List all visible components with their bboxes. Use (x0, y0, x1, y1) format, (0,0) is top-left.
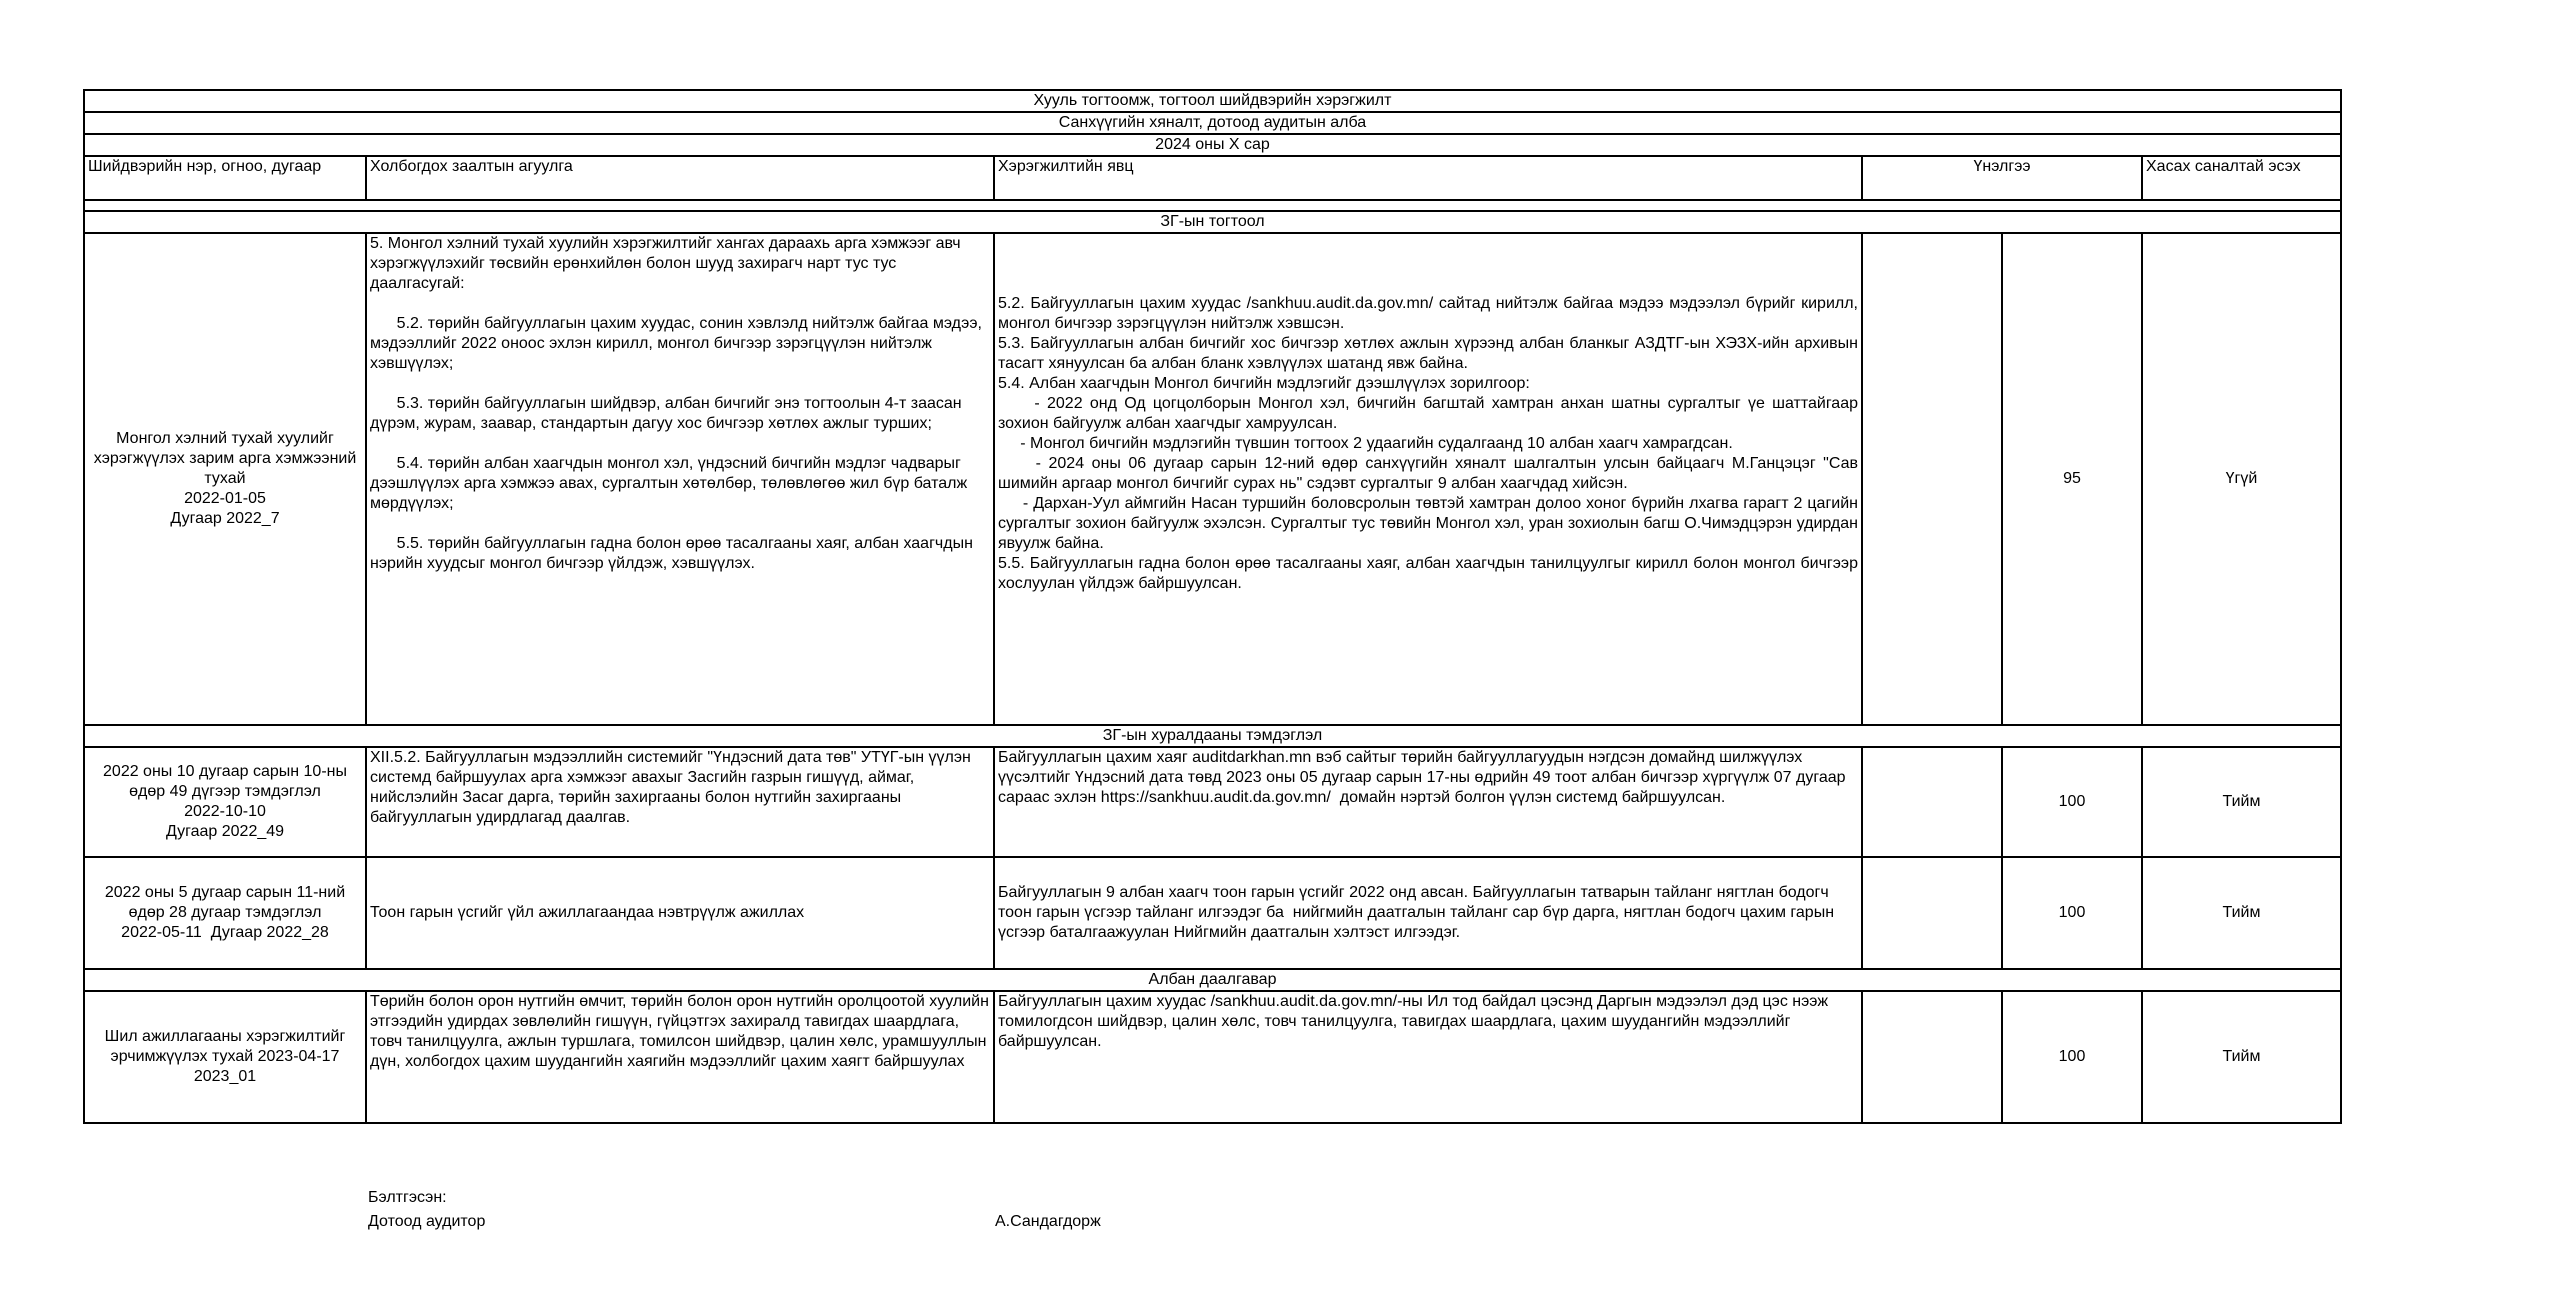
auditor-name: А.Сандагдорж (995, 1213, 1101, 1230)
removal-cell: Үгүй (2142, 233, 2341, 725)
progress-cell: Байгууллагын цахим хуудас /sankhuu.audit.da.gov.mn/-ны Ил тод байдал цэсэнд Даргын мэдээлэл дэд цэс нээж томилогдсон шийдвэр, цалин хөлс, товч танилцуулга, тавигдах шаардлага, цахим шуудангийн мэдээллийг байршуулсан. (994, 991, 1862, 1123)
empty-cell (1862, 857, 2002, 969)
clause-cell: Төрийн болон орон нутгийн өмчит, төрийн болон орон нутгийн оролцоотой хуулийн этгээдийн удирдах зөвлөлийн гишүүн, гүйцэтгэх захиралд тавигдах шаардлага, товч танилцуулга, ажлын туршлага, томилсон шийдвэр, цалин хөлс, урамшууллын дүн, холбогдох цахим шуудангийн хаягийн мэдээллийг цахим хаягт байршуулах (366, 991, 994, 1123)
empty-cell (1862, 991, 2002, 1123)
column-header-evaluation: Үнэлгээ (1862, 156, 2142, 200)
decision-cell: Монгол хэлний тухай хуулийг хэрэгжүүлэх зарим арга хэмжээний тухай 2022-01-05 Дугаар 2022_7 (84, 233, 366, 725)
decision-cell: 2022 оны 10 дугаар сарын 10-ны өдөр 49 дүгээр тэмдэглэл 2022-10-10 Дугаар 2022_49 (84, 747, 366, 857)
empty-cell (1862, 747, 2002, 857)
clause-cell: Тоон гарын үсгийг үйл ажиллагаандаа нэвтрүүлж ажиллах (366, 857, 994, 969)
auditor-position: Дотоод аудитор (368, 1213, 486, 1230)
column-header-clause: Холбогдох заалтын агуулга (366, 156, 994, 200)
column-header-decision: Шийдвэрийн нэр, огноо, дугаар (84, 156, 366, 200)
column-header-progress: Хэрэгжилтийн явц (994, 156, 1862, 200)
empty-cell (1862, 233, 2002, 725)
decision-cell: 2022 оны 5 дугаар сарын 11-ний өдөр 28 дугаар тэмдэглэл 2022-05-11 Дугаар 2022_28 (84, 857, 366, 969)
clause-cell: 5. Монгол хэлний тухай хуулийн хэрэгжилтийг хангах дараахь арга хэмжээг авч хэрэгжүүлэхийг төсвийн ерөнхийлөн болон шууд захирагч нарт тус тус даалгасугай: 5.2. төрийн байгууллагын цахим хуудас, сонин хэвлэлд нийтэлж байгаа мэдээ, мэдээллийг 2022 оноос эхлэн кирилл, монгол бичгээр зэрэгцүүлэн нийтэлж хэвшүүлэх; 5.3. төрийн байгууллагын шийдвэр, албан бичгийг энэ тогтоолын 4-т заасан дүрэм, журам, заавар, стандартын дагуу хос бичгээр хөтлөх ажлыг турших; 5.4. төрийн албан хаагчдын монгол хэл, үндэсний бичгийн мэдлэг чадварыг дээшлүүлэх арга хэмжээ авах, сургалтын хөтөлбөр, төлөвлөгөө жил бүр баталж мөрдүүлэх; 5.5. төрийн байгууллагын гадна болон өрөө тасалгааны хаяг, албан хаагчдын нэрийн хуудсыг монгол бичгээр үйлдэж, хэвшүүлэх. (366, 233, 994, 725)
removal-cell: Тийм (2142, 747, 2341, 857)
section-title: Албан даалгавар (84, 969, 2341, 991)
table-row (84, 747, 2341, 857)
progress-cell: 5.2. Байгууллагын цахим хуудас /sankhuu.audit.da.gov.mn/ сайтад нийтэлж байгаа мэдээ мэдээлэл бүрийг кирилл, монгол бичгээр зэрэгцүүлэн нийтэлж хэвшсэн. 5.3. Байгууллагын албан бичгийг хос бичгээр хөтлөх ажлын хүрээнд албан бланкыг АЗДТГ-ын ХЭЗХ-ийн архивын тасагт хянуулсан ба албан бланк хэвлүүлэх шатанд явж байна. 5.4. Албан хаагчдын Монгол бичгийн мэдлэгийг дээшлүүлэх зорилгоор: - 2022 онд Од цогцолборын Монгол хэл, бичгийн багштай хамтран анхан шатны сургалтыг үе шаттайгаар зохион байгуулж албан хаагчдыг хамруулсан. - Монгол бичгийн мэдлэгийн түвшин тогтоох 2 удаагийн судалгаанд 10 албан хаагч хамрагдсан. - 2024 оны 06 дугаар сарын 12-ний өдөр санхүүгийн хяналт шалгалтын улсын байцаагч М.Ганцэцэг "Сав шимийн аргаар монгол бичгийг сурах нь" сэдэвт сургалтыг 9 албан хаагчдад хийсэн. - Дархан-Уул аймгийн Насан туршийн боловсролын төвтэй хамтран долоо хоног бүрийн лхагва гарагт 2 цагийн сургалтыг зохион байгуулж эхэлсэн. Сургалтыг тус төвийн Монгол хэл, уран зохиолын багш О.Чимэдцэрэн удирдан явуулж байна. 5.5. Байгууллагын гадна болон өрөө тасалгааны хаяг, албан хаагчдын танилцуулгыг кирилл болон монгол бичгээр хослуулан үйлдэж байршуулсан. (994, 233, 1862, 725)
implementation-report-table (83, 89, 2342, 1124)
clause-cell: XII.5.2. Байгууллагын мэдээллийн системийг "Үндэсний дата төв" УТҮГ-ын үүлэн системд байршуулах арга хэмжээг авахыг Засгийн газрын гишүүд, аймаг, нийслэлийн Засаг дарга, төрийн захиргааны болон нутгийн захиргааны байгууллагын удирдлагад даалгав. (366, 747, 994, 857)
report-period: 2024 оны X сар (84, 134, 2341, 156)
section-title: ЗГ-ын хуралдааны тэмдэглэл (84, 725, 2341, 747)
header-row (84, 156, 2341, 200)
table-row (84, 233, 2341, 725)
removal-cell: Тийм (2142, 991, 2341, 1123)
score-cell: 100 (2002, 747, 2142, 857)
report-department: Санхүүгийн хяналт, дотоод аудитын алба (84, 112, 2341, 134)
score-cell: 100 (2002, 991, 2142, 1123)
decision-cell: Шил ажиллагааны хэрэгжилтийг эрчимжүүлэх тухай 2023-04-17 2023_01 (84, 991, 366, 1123)
spacer-row (84, 200, 2341, 211)
table-row (84, 991, 2341, 1123)
progress-cell: Байгууллагын цахим хаяг auditdarkhan.mn вэб сайтыг төрийн байгууллагуудын нэгдсэн домайнд шилжүүлэх үүсэлтийг Үндэсний дата төвд 2023 оны 05 дугаар сарын 17-ны өдрийн 49 тоот албан бичгээр хүргүүлж 07 дугаар сараас эхлэн https://sankhuu.audit.da.gov.mn/ домайн нэртэй болгон үүлэн системд байршуулсан. (994, 747, 1862, 857)
removal-cell: Тийм (2142, 857, 2341, 969)
prepared-by-label: Бэлтгэсэн: (368, 1189, 447, 1206)
table-row (84, 857, 2341, 969)
score-cell: 95 (2002, 233, 2142, 725)
score-cell: 100 (2002, 857, 2142, 969)
progress-cell: Байгууллагын 9 албан хаагч тоон гарын үсгийг 2022 онд авсан. Байгууллагын татварын тайланг нягтлан бодогч тоон гарын үсгээр тайланг илгээдэг ба нийгмийн даатгалын тайланг сар бүр дарга, нягтлан бодогч цахим гарын үсгээр баталгаажуулан Нийгмийн даатгалын хэлтэст илгээдэг. (994, 857, 1862, 969)
report-title: Хууль тогтоомж, тогтоол шийдвэрийн хэрэгжилт (84, 90, 2341, 112)
column-header-removal: Хасах саналтай эсэх (2142, 156, 2341, 200)
section-title: ЗГ-ын тогтоол (84, 211, 2341, 233)
